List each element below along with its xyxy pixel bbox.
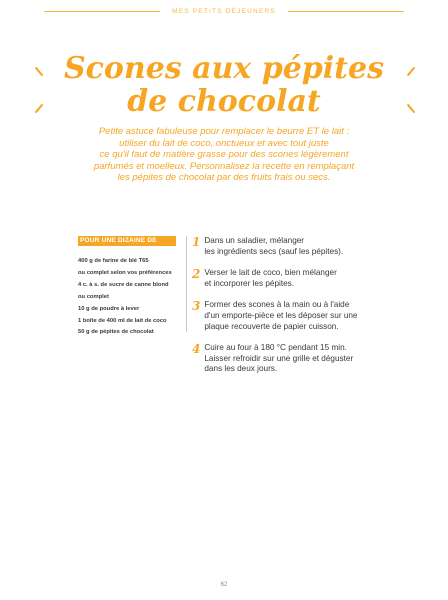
step-line: Cuire au four à 180 °C pendant 15 min. <box>204 343 347 353</box>
ingredient-item: ou complet selon vos préférences <box>78 269 172 276</box>
ingredient-item: ou complet <box>78 293 109 300</box>
step-line: Verser le lait de coco, bien mélanger <box>204 268 337 278</box>
ingredients-heading: POUR UNE DIZAINE DE SCONES <box>78 236 176 246</box>
step-text <box>204 268 392 289</box>
step-text <box>204 300 392 332</box>
step-number: 3 <box>192 299 201 314</box>
ingredients-list <box>78 256 188 339</box>
header-rule-left <box>44 11 160 12</box>
recipe-title-line-1: Scones aux pépites <box>63 51 385 86</box>
step-line: dans les deux jours. <box>204 364 278 374</box>
step-text <box>204 343 392 375</box>
intro-line: parfumés et moelleux. Personnalisez la recette en remplaçant <box>93 160 355 172</box>
step-4 <box>192 343 392 375</box>
intro-line: ce qu'il faut de matière grasse pour des scones légèrement <box>99 149 349 161</box>
step-line: Former des scones à la main ou à l'aide <box>204 300 350 310</box>
intro-line: les pépites de chocolat par des fruits frais ou secs. <box>117 172 331 184</box>
intro-line: utiliser du lait de coco, onctueux et avec tout juste <box>119 137 329 149</box>
step-1 <box>192 236 392 257</box>
preparation-steps <box>192 236 392 386</box>
step-2 <box>192 268 392 289</box>
page-number: 62 <box>220 582 228 588</box>
section-label: MES PETITS DÉJEUNERS <box>172 8 276 15</box>
step-line: d'un emporte-pièce et les déposer sur une <box>204 310 358 320</box>
recipe-title-line-2: de chocolat <box>127 84 321 119</box>
step-number: 4 <box>192 342 201 357</box>
step-number: 1 <box>192 235 201 249</box>
recipe-title <box>0 52 448 118</box>
intro-line: Petite astuce fabuleuse pour remplacer le beurre ET le lait : <box>98 126 350 137</box>
ingredient-item: 4 c. à s. de sucre de canne blond <box>78 281 169 288</box>
page-header <box>0 8 448 15</box>
step-line: et incorporer les pépites. <box>204 278 295 288</box>
column-separator <box>186 236 187 332</box>
ingredient-item: 400 g de farine de blé T65 <box>78 258 149 264</box>
header-rule-right <box>288 11 404 12</box>
step-text <box>204 236 392 257</box>
step-number: 2 <box>192 267 201 282</box>
step-line: plaque recouverte de papier cuisson. <box>204 321 339 331</box>
ingredient-item: 50 g de pépites de chocolat <box>78 329 154 336</box>
ingredient-item: 10 g de poudre à lever <box>78 305 140 312</box>
step-line: Laisser refroidir sur une grille et déguster <box>204 353 354 363</box>
recipe-intro <box>56 126 392 184</box>
step-3 <box>192 300 392 332</box>
step-line: les ingrédients secs (sauf les pépites). <box>204 246 344 256</box>
step-line: Dans un saladier, mélanger <box>204 236 305 245</box>
ingredient-item: 1 boîte de 400 ml de lait de coco <box>78 317 167 324</box>
